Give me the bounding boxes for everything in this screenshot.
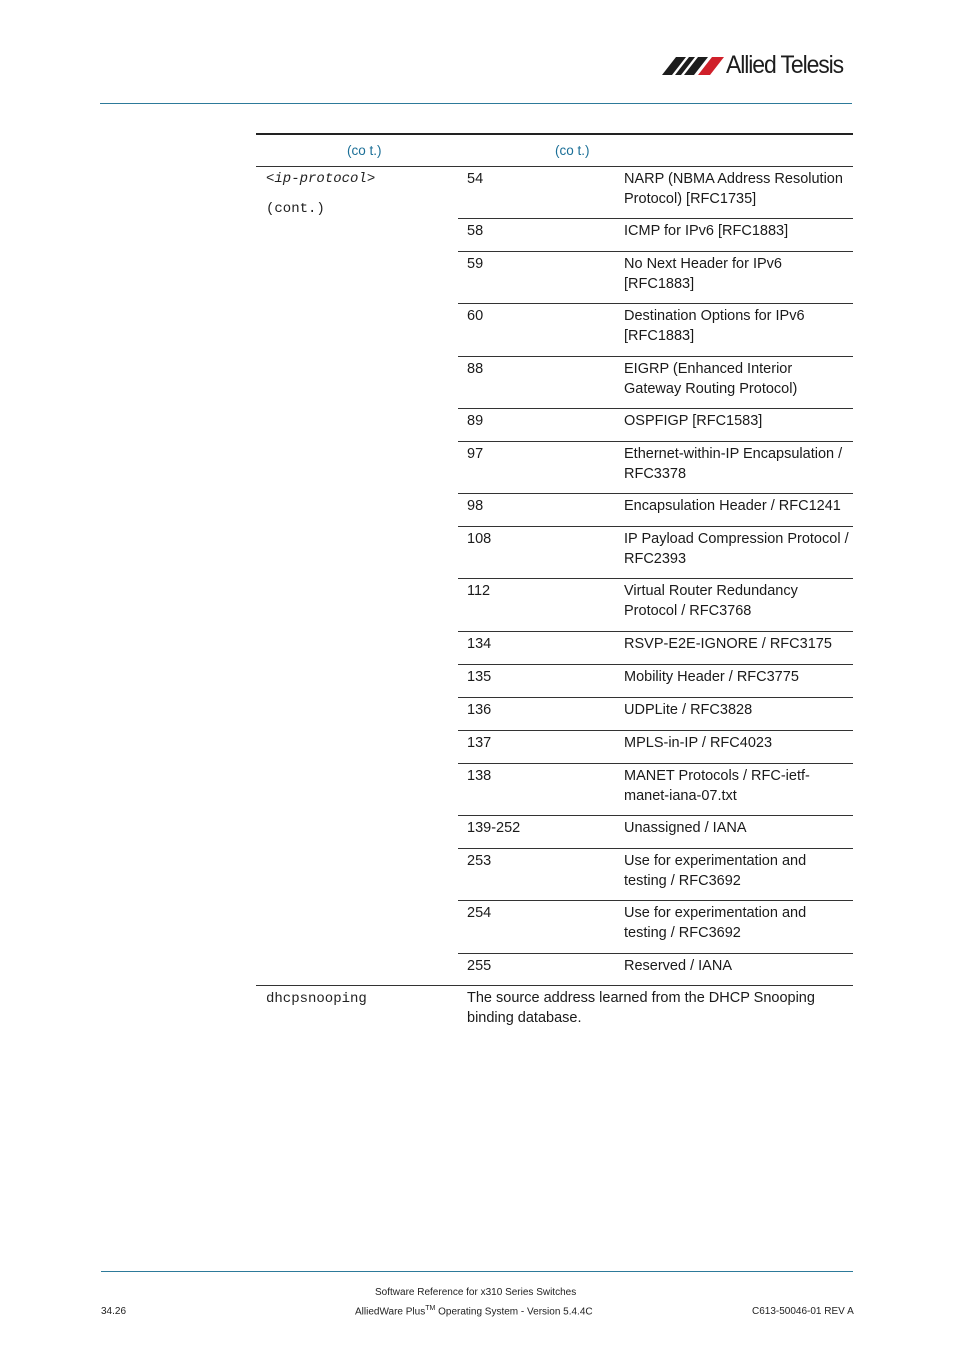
protocol-description: OSPFIGP [RFC1583]: [624, 413, 763, 429]
logo-mark-icon: [662, 54, 724, 76]
table-row: [458, 219, 853, 252]
protocol-number: 108: [467, 531, 492, 547]
protocol-number: 135: [467, 669, 492, 685]
table-row: [458, 252, 853, 304]
protocol-description: Destination Options for IPv6 [RFC1883]: [624, 308, 805, 344]
table-row: [458, 901, 853, 954]
page-number: 34.26: [101, 1306, 127, 1317]
table-row: [458, 494, 853, 527]
param-ip-protocol: <ip-protocol>: [266, 171, 376, 187]
protocol-number: 136: [467, 702, 492, 718]
table-row: [458, 665, 853, 698]
table-row: [458, 409, 853, 442]
protocol-description: Encapsulation Header / RFC1241: [624, 498, 841, 514]
protocol-description: NARP (NBMA Address Resolution Protocol) [RFC1735]: [624, 171, 843, 207]
protocol-number: 254: [467, 905, 492, 921]
protocol-number: 138: [467, 768, 492, 784]
protocol-description: Virtual Router Redundancy Protocol / RFC3768: [624, 583, 798, 619]
protocol-description: IP Payload Compression Protocol / RFC2393: [624, 531, 849, 567]
protocol-table: [458, 167, 853, 987]
protocol-number: 139-252: [467, 820, 521, 836]
protocol-number: 60: [467, 308, 484, 324]
protocol-number: 97: [467, 446, 484, 462]
protocol-description: MPLS-in-IP / RFC4023: [624, 735, 773, 751]
protocol-description: MANET Protocols / RFC-ietf-manet-iana-07.txt: [624, 768, 810, 804]
protocol-description: Ethernet-within-IP Encapsulation / RFC3378: [624, 446, 843, 482]
table-row: [458, 698, 853, 731]
table-row: [458, 764, 853, 816]
protocol-description: Reserved / IANA: [624, 958, 732, 974]
protocol-number: 88: [467, 361, 484, 377]
table-row: [458, 167, 853, 219]
protocol-number: 59: [467, 256, 484, 272]
protocol-number: 137: [467, 735, 492, 751]
protocol-description: Use for experimentation and testing / RFC3692: [624, 905, 807, 941]
table-row: [458, 954, 853, 987]
protocol-number: 54: [467, 171, 484, 187]
protocol-description: UDPLite / RFC3828: [624, 702, 753, 718]
table-top-border: [256, 133, 853, 135]
table-row: [458, 579, 853, 632]
protocol-number: 89: [467, 413, 484, 429]
table-row: [458, 527, 853, 579]
table-row: [458, 632, 853, 665]
table-row: [458, 357, 853, 409]
table-header-col2: (co t.): [555, 143, 590, 158]
protocol-description: Mobility Header / RFC3775: [624, 669, 799, 685]
protocol-number: 134: [467, 636, 492, 652]
header-rule: [100, 103, 852, 104]
footer-trademark: TM: [425, 1305, 436, 1312]
dhcpsnooping-description: The source address learned from the DHCP Snooping binding database.: [467, 990, 815, 1026]
protocol-description: EIGRP (Enhanced Interior Gateway Routing Protocol): [624, 361, 798, 397]
table-section-rule: [256, 985, 853, 986]
table-row: [458, 849, 853, 901]
footer-rule: [101, 1271, 853, 1272]
param-ip-protocol-name: ip-protocol: [274, 171, 367, 187]
param-continued: (cont.): [266, 201, 325, 217]
protocol-number: 58: [467, 223, 484, 239]
table-header-col1: (co t.): [347, 143, 382, 158]
footer-product: AlliedWare Plus: [355, 1306, 426, 1318]
table-row: [458, 816, 853, 849]
protocol-description: Unassigned / IANA: [624, 820, 747, 836]
protocol-number: 255: [467, 958, 492, 974]
footer-title: Software Reference for x310 Series Switches: [375, 1287, 577, 1298]
param-dhcpsnooping: dhcpsnooping: [266, 991, 367, 1007]
document-id: C613-50046-01 REV A: [752, 1306, 854, 1317]
allied-telesis-logo: [662, 50, 857, 80]
logo-text: Allied Telesis: [726, 50, 844, 79]
table-row: [458, 304, 853, 357]
protocol-number: 98: [467, 498, 484, 514]
protocol-number: 253: [467, 853, 492, 869]
protocol-number: 112: [467, 583, 491, 599]
protocol-description: Use for experimentation and testing / RFC3692: [624, 853, 807, 889]
footer-product-line: [355, 1305, 593, 1317]
footer-os-version: Operating System - Version 5.4.4C: [435, 1306, 593, 1318]
protocol-description: No Next Header for IPv6 [RFC1883]: [624, 256, 782, 292]
table-row: [458, 442, 853, 494]
table-row: [458, 731, 853, 764]
protocol-description: ICMP for IPv6 [RFC1883]: [624, 223, 789, 239]
protocol-description: RSVP-E2E-IGNORE / RFC3175: [624, 636, 832, 652]
